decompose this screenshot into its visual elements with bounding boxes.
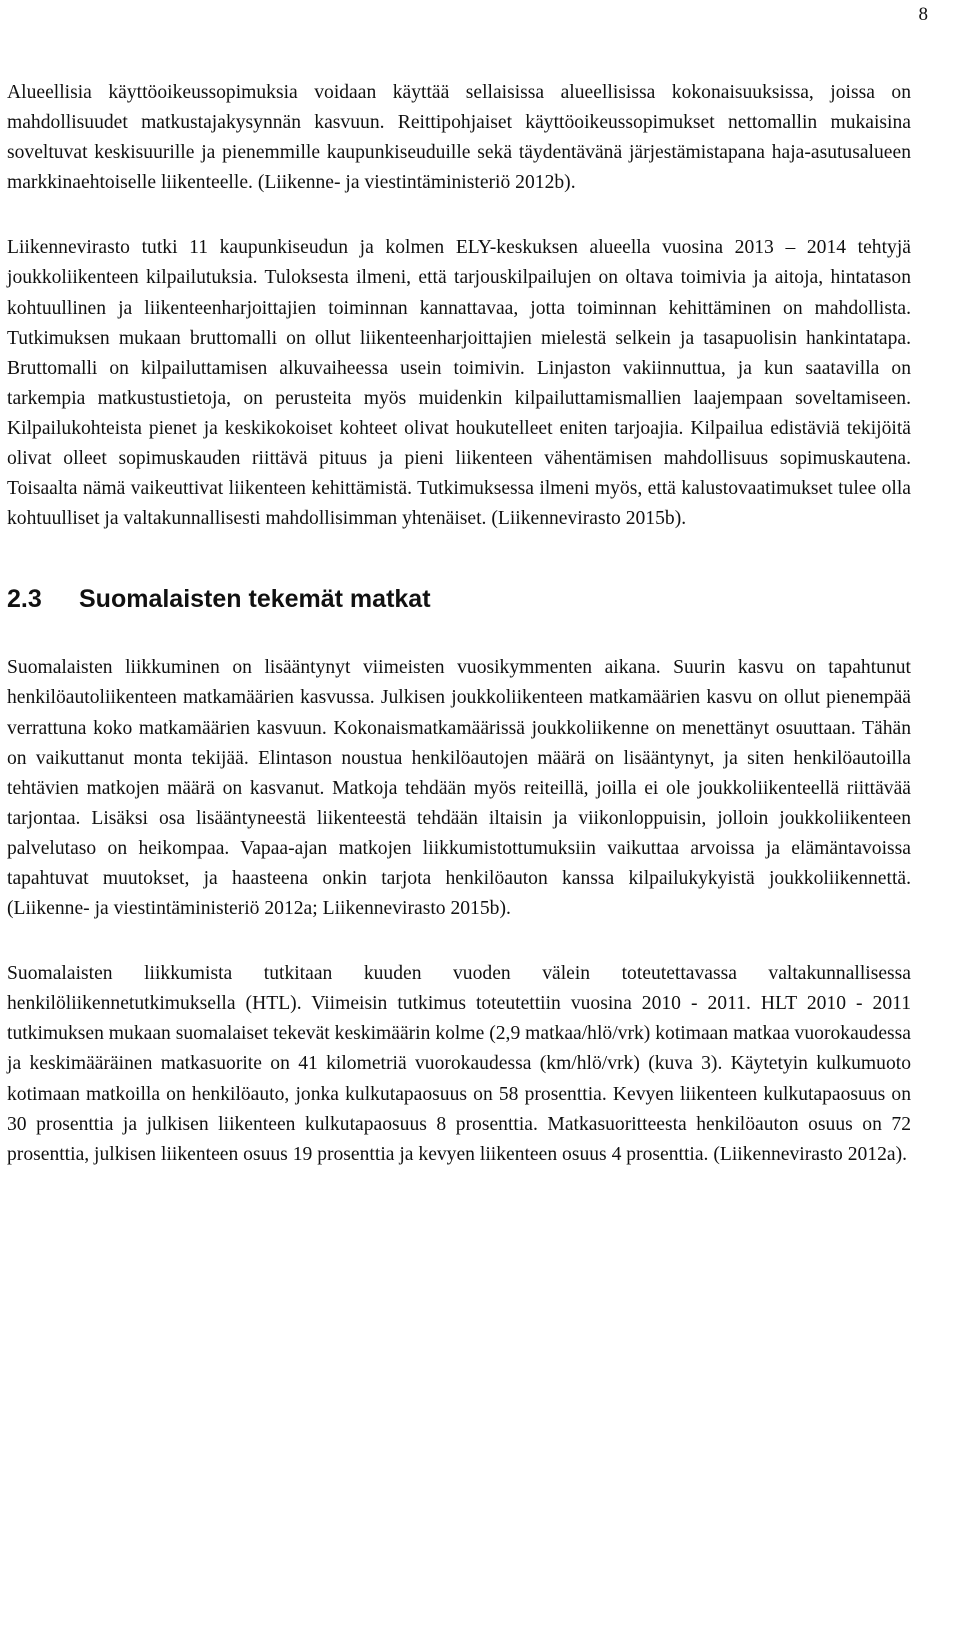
section-number: 2.3 xyxy=(7,585,42,614)
paragraph-regional-agreements: Alueellisia käyttöoikeussopimuksia voidaan käyttää sellaisissa alueellisissa kokonaisuuksissa, joissa on mahdollisuudet matkustajakysynnän kasvuun. Reittipohjaiset käyttöoikeussopimukset nettomallin mukaisina soveltuvat keskisuurille ja pienemmille kaupunkiseuduille sekä täydentävänä järjestämistapana haja-asutusalueen markkinaehtoiselle liikenteelle. (Liikenne- ja viestintäministeriö 2012b). xyxy=(7,82,911,194)
page-number: 8 xyxy=(918,4,928,25)
section-title: Suomalaisten tekemät matkat xyxy=(79,585,431,614)
paragraph-mobility-growth: Suomalaisten liikkuminen on lisääntynyt viimeisten vuosikymmenten aikana. Suurin kasvu on tapahtunut henkilöautoliikenteen matkamäärien kasvussa. Julkisen joukkoliikenteen matkamäärien kasvu on ollut pienempää verrattuna koko matkamäärien kasvuun. Kokonaismatkamäärissä joukkoliikenne on menettänyt osuuttaan. Tähän on vaikuttanut monta tekijää. Elintason noustua henkilöautojen määrä on lisääntynyt, ja siten henkilöautoilla tehtävien matkojen määrä on kasvanut. Matkoja tehdään myös reiteillä, joilla ei ole joukkoliikenteellä riittävää tarjontaa. Lisäksi osa lisääntyneestä liikenteestä tehdään iltaisin ja viikonloppuisin, jolloin joukkoliikenteen palvelutaso on heikompaa. Vapaa-ajan matkojen liikkumistottumuksiin vaikuttaa arvoissa ja elämäntavoissa tapahtuvat muutokset, ja haasteena onkin tarjota henkilöauton kanssa kilpailukykyistä joukkoliikennettä. (Liikenne- ja viestintäministeriö 2012a; Liikennevirasto 2015b). xyxy=(7,657,911,920)
paragraph-travel-survey: Suomalaisten liikkumista tutkitaan kuuden vuoden välein toteutettavassa valtakunnallisessa henkilöliikennetutkimuksella (HTL). Viimeisin tutkimus toteutettiin vuosina 2010 - 2011. HLT 2010 - 2011 tutkimuksen mukaan suomalaiset tekevät keskimäärin kolme (2,9 matkaa/hlö/vrk) kotimaan matkaa vuorokaudessa ja keskimääräinen matkasuorite on 41 kilometriä vuorokaudessa (km/hlö/vrk) (kuva 3). Käytetyin kulkumuoto kotimaan matkoilla on henkilöauto, jonka kulkutapaosuus on 58 prosenttia. Kevyen liikenteen kulkutapaosuus on 30 prosenttia ja julkisen liikenteen kulkutapaosuus 8 prosenttia. Matkasuoritteesta henkilöauton osuus on 72 prosenttia, julkisen liikenteen osuus 19 prosenttia ja kevyen liikenteen osuus 4 prosenttia. (Liikennevirasto 2012a). xyxy=(7,963,911,1165)
paragraph-tendering-study: Liikennevirasto tutki 11 kaupunkiseudun ja kolmen ELY-keskuksen alueella vuosina 2013 – 2014 tehtyjä joukkoliikenteen kilpailutuksia. Tuloksesta ilmeni, että tarjouskilpailujen on oltava toimivia ja aitoja, hintatason kohtuullinen ja liikenteenharjoittajien toiminnan kannattavaa, jotta toiminnan kehittäminen on mahdollista. Tutkimuksen mukaan bruttomalli on ollut liikenteenharjoittajien mielestä selkein ja tasapuolisin hankintatapa. Bruttomalli on kilpailuttamisen alkuvaiheessa usein toimivin. Linjaston vakiinnuttua, ja kun saatavilla on tarkempia matkustustietoja, on perusteita myös muidenkin kilpailuttamismallien laajempaan soveltamiseen. Kilpailukohteista pienet ja keskikokoiset kohteet olivat houkutelleet eniten tarjoajia. Kilpailua edistäviä tekijöitä olivat olleet sopimuskauden riittävä pituus ja pieni liikenteen vähentämisen mahdollisuus sopimuskautena. Toisaalta nämä vaikeuttivat liikenteen kehittämistä. Tutkimuksessa ilmeni myös, että kalustovaatimukset tulee olla kohtuulliset ja valtakunnallisesti mahdollisimman yhtenäiset. (Liikennevirasto 2015b). xyxy=(7,237,911,530)
section-heading xyxy=(7,584,911,614)
page-content xyxy=(7,78,911,1170)
